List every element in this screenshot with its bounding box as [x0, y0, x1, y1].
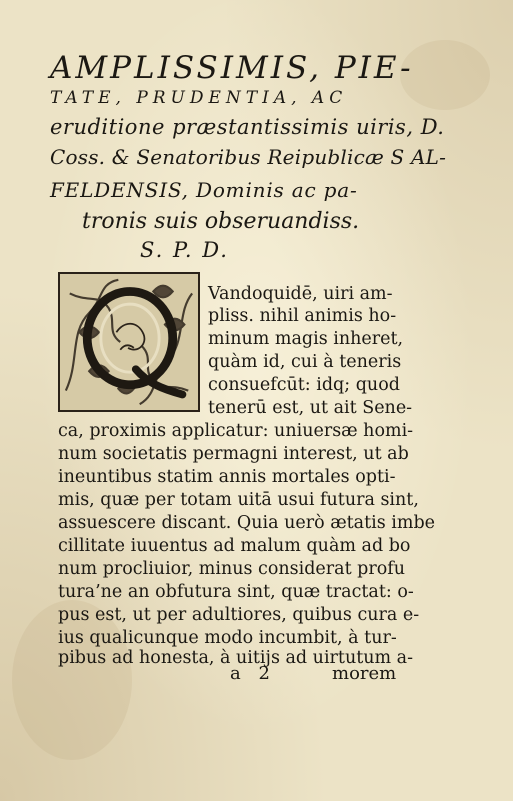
- dedication-heading-line-2: TATE, PRUDENTIA, AC: [50, 88, 348, 108]
- text-line: mis, quæ per totam uitā usui futura sint,: [58, 490, 419, 510]
- dedication-heading-line-4: Coss. & Senatoribus Reipublicæ S AL-: [50, 145, 447, 169]
- decorated-initial-q: [58, 272, 200, 412]
- text-line: cillitate iuuentus ad malum quàm ad bo: [58, 536, 411, 556]
- catchword: morem: [332, 663, 397, 684]
- dedication-heading-line-1: AMPLISSIMIS, PIE-: [50, 50, 414, 86]
- dedication-heading-line-6: tronis suis obseruandiss.: [82, 209, 360, 234]
- text-line: pliss. nihil animis ho-: [208, 306, 397, 326]
- text-line: assuescere discant. Quia uerò ætatis imbe: [58, 513, 436, 533]
- text-line: pus est, ut per adultiores, quibus cura e-: [58, 605, 420, 625]
- text-line: tenerū est, ut ait Sene-: [208, 398, 413, 418]
- dedication-heading-line-5: FELDENSIS, Dominis ac pa-: [50, 178, 358, 202]
- foliage-ornament-icon: [60, 274, 198, 410]
- text-line: ca, proximis applicatur: uniuersæ homi-: [58, 421, 414, 441]
- text-line: consuefcūt: idq; quod: [208, 375, 400, 395]
- salutation: S. P. D.: [140, 238, 229, 262]
- text-line: minum magis inheret,: [208, 329, 404, 349]
- text-line: ineuntibus statim annis mortales opti-: [58, 467, 396, 487]
- text-line: ius qualicunque modo incumbit, à tur-: [58, 628, 397, 648]
- text-line: quàm id, cui à teneris: [208, 352, 402, 372]
- text-line: num procliuior, minus considerat profu: [58, 559, 406, 579]
- text-line: Vandoquidē, uiri am-: [208, 284, 393, 304]
- text-line: tura’ne an obfutura sint, quæ tractat: o-: [58, 582, 414, 602]
- signature-mark: a 2: [230, 663, 276, 684]
- dedication-heading-line-3: eruditione præstantissimis uiris, D.: [50, 115, 445, 139]
- text-line: pibus ad honesta, à uitijs ad uirtutum a-: [58, 648, 414, 668]
- text-line: num societatis permagni interest, ut ab: [58, 444, 409, 464]
